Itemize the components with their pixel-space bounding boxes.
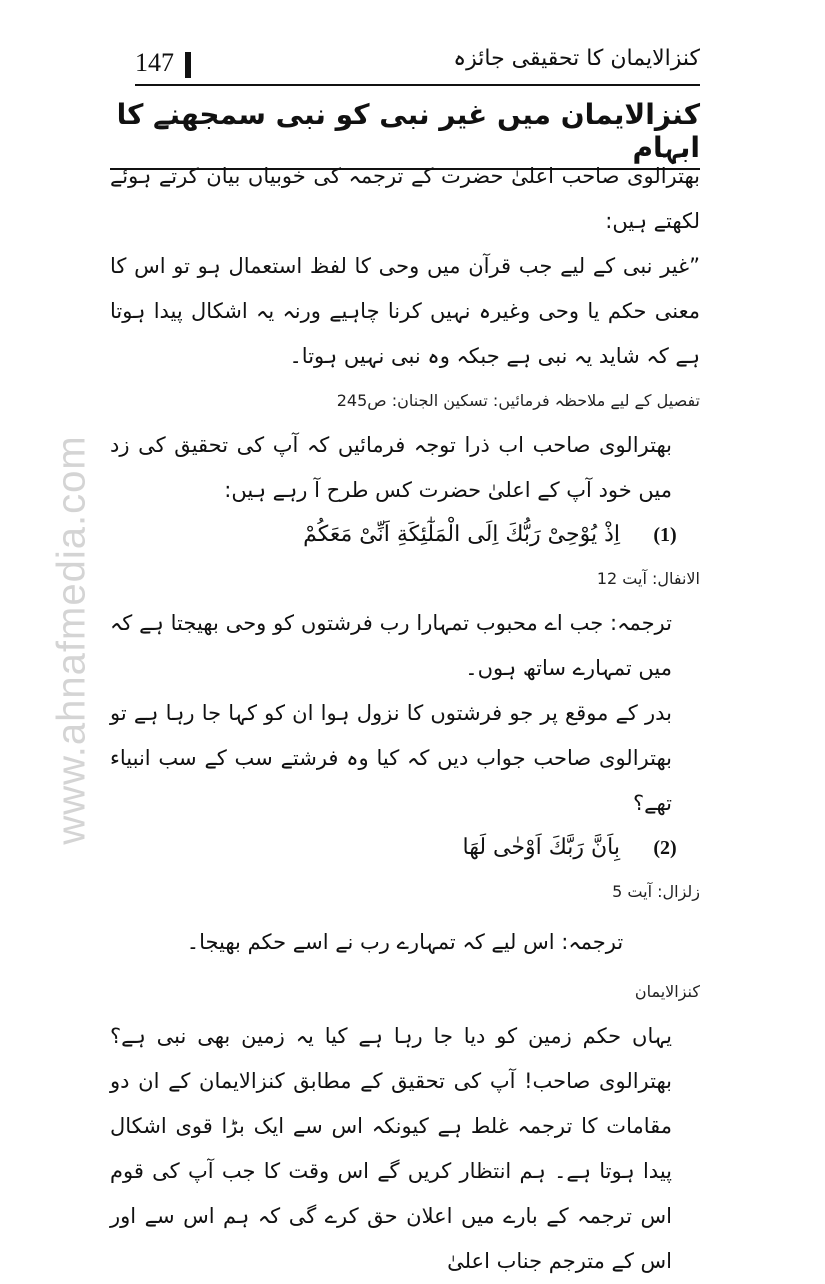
- intro-paragraph: بھترالوی صاحب اعلیٰ حضرت کے ترجمہ کی خوبیاں بیان کرتے ہوئے لکھتے ہیں:: [110, 164, 700, 233]
- page-header: [135, 40, 700, 82]
- page-body: [110, 92, 700, 1284]
- verse-2-source: کنزالایمان: [634, 982, 700, 1001]
- verse-1-text: اِذْ یُوْحِیْ رَبُّكَ اِلَى الْمَلٰٓئِكَةِ اَنِّیْ مَعَكُمْ: [303, 522, 620, 547]
- attention-paragraph: بھترالوی صاحب اب ذرا توجہ فرمائیں کہ آپ کی تحقیق کی زد میں خود آپ کے اعلیٰ حضرت کس طرح آ رہے ہیں:: [110, 433, 672, 502]
- header-rule: [135, 84, 700, 86]
- verse-1: [110, 513, 700, 557]
- verse-2-translation: ترجمہ: اس لیے کہ تمہارے رب نے اسے حکم بھیجا۔: [186, 930, 624, 954]
- running-title: کنزالایمان کا تحقیقی جائزہ: [453, 46, 700, 71]
- verse-1-translation: ترجمہ: جب اے محبوب تمہارا رب فرشتوں کو وحی بھیجتا ہے کہ میں تمہارے ساتھ ہوں۔: [110, 611, 672, 680]
- verse-2: [110, 826, 700, 870]
- verse-1-reference: الانفال: آیت 12: [596, 569, 700, 588]
- quote-reference: تفصیل کے لیے ملاحظہ فرمائیں: تسکین الجنان: ص245: [336, 391, 700, 410]
- verse-2-reference: زلزال: آیت 5: [612, 882, 700, 901]
- page-number: 147: [135, 48, 174, 77]
- section-heading: کنزالایمان میں غیر نبی کو نبی سمجھنے کا ابہام: [110, 98, 700, 170]
- quote-paragraph: ”غیر نبی کے لیے جب قرآن میں وحی کا لفظ استعمال ہو تو اس کا معنی حکم یا وحی وغیرہ نہیں کرنا چاہیے ورنہ یہ اشکال پیدا ہوتا ہے کہ شاید یہ نبی ہے جبکہ وہ نبی نہیں ہوتا۔: [110, 254, 700, 368]
- watermark: www.ahnafmedia.com: [49, 435, 94, 845]
- verse-2-text: بِاَنَّ رَبَّكَ اَوْحٰى لَهَا: [462, 835, 620, 860]
- verse-1-number: (1): [653, 524, 677, 546]
- badr-paragraph: بدر کے موقع پر جو فرشتوں کا نزول ہوا ان کو کہا جا رہا ہے تو بھترالوی صاحب جواب دیں کہ کیا وہ فرشتے سب کے سب انبیاء تھے؟: [110, 701, 672, 815]
- page-number-bar: [185, 52, 191, 78]
- verse-2-number: (2): [653, 837, 677, 859]
- closing-paragraph: یہاں حکم زمین کو دیا جا رہا ہے کیا یہ زمین بھی نبی ہے؟ بھترالوی صاحب! آپ کی تحقیق کے مطابق کنزالایمان کے ان دو مقامات کا ترجمہ غلط ہے کیونکہ اس سے ایک بڑا قوی اشکال پیدا ہوتا ہے۔ ہم انتظار کریں گے اس وقت کا جب آپ کی قوم اس ترجمہ کے بارے میں اعلان حق کرے گی کہ ہم اس سے اور اس کے مترجم جناب اعلیٰ: [110, 1024, 672, 1273]
